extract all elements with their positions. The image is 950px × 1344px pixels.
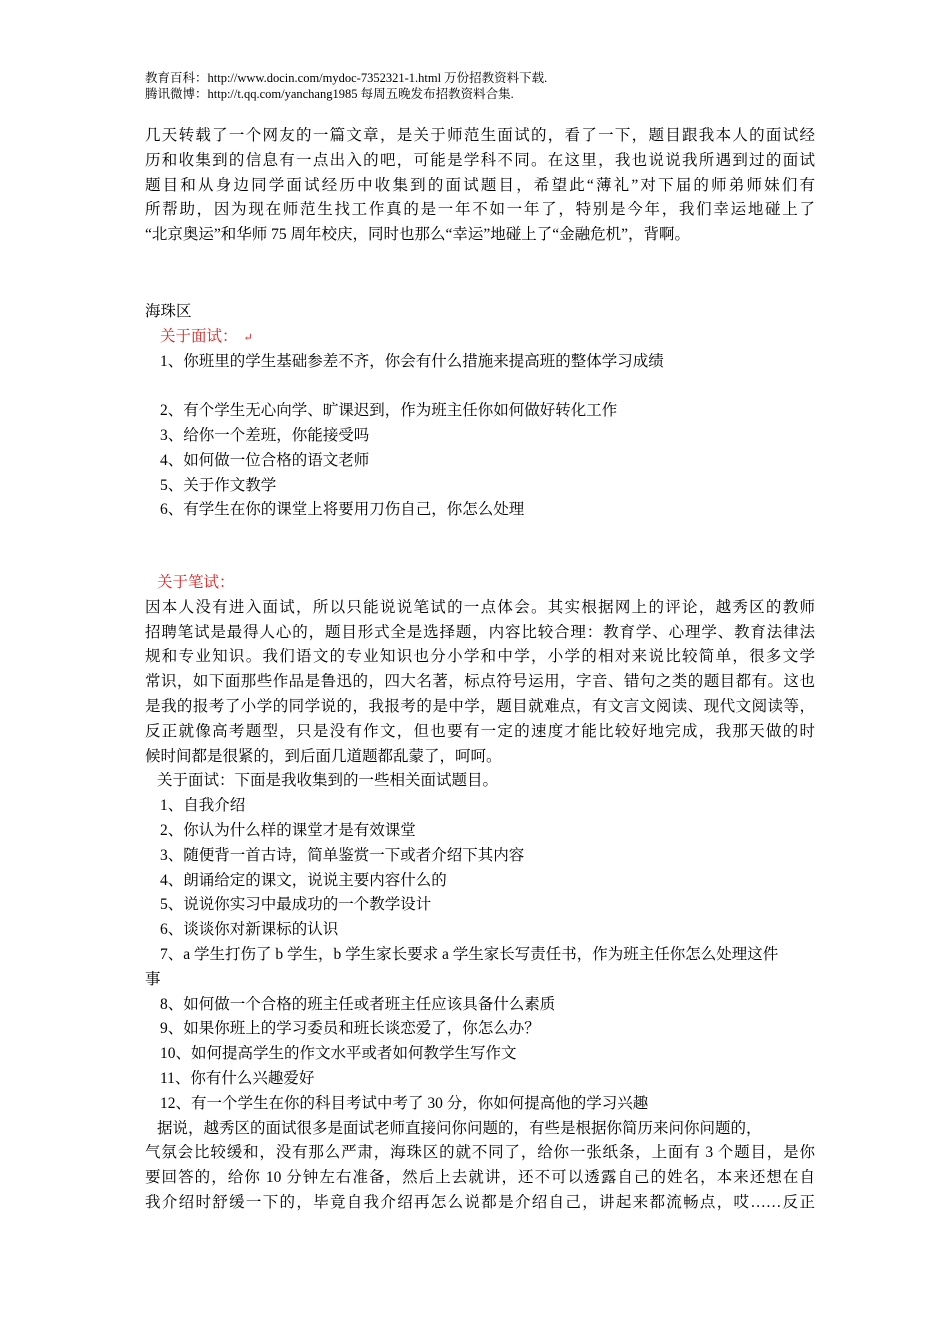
closing-line: 我介绍时舒缓一下的，毕竟自我介绍再怎么说都是介绍自己，讲起来都流畅点，哎……反正 [145, 1193, 815, 1211]
question-item: 5、关于作文教学 [160, 476, 277, 494]
question-item: 12、有一个学生在你的科目考试中考了 30 分，你如何提高他的学习兴趣 [160, 1094, 649, 1112]
question-item: 3、随便背一首古诗，简单鉴赏一下或者介绍下其内容 [160, 846, 525, 864]
intro-line: 所帮助，因为现在师范生找工作真的是一年不如一年了，特别是今年，我们幸运地碰上了 [145, 201, 815, 219]
question-item-continued: 事 [145, 970, 161, 988]
intro-line: 几天转载了一个网友的一篇文章，是关于师范生面试的，看了一下，题目跟我本人的面试经 [145, 127, 815, 144]
intro-line: 历和收集到的信息有一点出入的吧，可能是学科不同。在这里，我也说说我所遇到过的面试 [145, 151, 815, 169]
question-item: 7、a 学生打伤了 b 学生，b 学生家长要求 a 学生家长写责任书，作为班主任你怎么处理这件 [160, 945, 779, 963]
interview-heading-text: 关于面试： [160, 327, 238, 345]
question-item: 2、你认为什么样的课堂才是有效课堂 [160, 821, 416, 839]
intro-line: “北京奥运”和华师 75 周年校庆，同时也那么“幸运”地碰上了“金融危机”，背啊。 [145, 226, 691, 244]
paragraph-line: 规和专业知识。我们语文的专业知识也分小学和中学，小学的相对来说比较简单，很多文学 [145, 648, 815, 666]
interview-intro: 关于面试：下面是我收集到的一些相关面试题目。 [157, 772, 499, 790]
paragraph-line: 反正就像高考题型，只是没有作文，但也要有一定的速度才能比较好地完成，我那天做的时 [145, 722, 815, 740]
question-item: 6、有学生在你的课堂上将要用刀伤自己，你怎么处理 [160, 501, 525, 519]
question-item: 4、朗诵给定的课文，说说主要内容什么的 [160, 871, 447, 889]
intro-paragraph [145, 124, 815, 248]
question-item: 9、如果你班上的学习委员和班长谈恋爱了，你怎么办？ [160, 1020, 540, 1038]
header-line-docin: 教育百科：http://www.docin.com/mydoc-7352321-1.html 万份招教资料下载. [145, 71, 548, 85]
question-item: 11、你有什么兴趣爱好 [160, 1069, 315, 1087]
question-item: 1、你班里的学生基础参差不齐，你会有什么措施来提高班的整体学习成绩 [160, 352, 664, 370]
blank-line [145, 374, 815, 399]
question-item: 5、说说你实习中最成功的一个教学设计 [160, 896, 432, 914]
paragraph-line: 是我的报考了小学的同学说的，我报考的是中学，题目就难点，有文言文阅读、现代文阅读等， [145, 697, 815, 715]
closing-line: 气氛会比较缓和，没有那么严肃，海珠区的就不同了，给你一张纸条，上面有 3 个题目，是你 [145, 1144, 815, 1162]
question-item: 6、谈谈你对新课标的认识 [160, 921, 339, 939]
paragraph-mark-icon: ↵ [243, 331, 253, 344]
closing-line: 据说，越秀区的面试很多是面试老师直接问你问题的，有些是根据你简历来问你问题的， [157, 1119, 762, 1137]
interview-heading [145, 325, 815, 350]
question-item: 3、给你一个差班，你能接受吗 [160, 426, 370, 444]
paragraph-line: 招聘笔试是最得人心的，题目形式全是选择题，内容比较合理：教育学、心理学、教育法律法 [145, 623, 815, 641]
paragraph-line: 常识，如下面那些作品是鲁迅的，四大名著，标点符号运用，字音、错句之类的题目都有。这也 [145, 673, 815, 691]
written-test-heading: 关于笔试： [157, 574, 235, 591]
paragraph-line: 因本人没有进入面试，所以只能说说笔试的一点体会。其实根据网上的评论，越秀区的教师 [145, 598, 815, 616]
question-item: 4、如何做一位合格的语文老师 [160, 451, 370, 469]
question-item: 2、有个学生无心向学、旷课迟到，作为班主任你如何做好转化工作 [160, 402, 618, 420]
closing-line: 要回答的，给你 10 分钟左右准备，然后上去就讲，还不可以透露自己的姓名，本来还想在自 [145, 1169, 815, 1187]
question-item: 1、自我介绍 [160, 797, 246, 815]
written-test-section [145, 571, 815, 1216]
header-line-weibo: 腾讯微博：http://t.qq.com/yanchang1985 每周五晚发布招教资料合集. [145, 87, 514, 101]
question-item: 10、如何提高学生的作文水平或者如何教学生写作文 [160, 1045, 517, 1063]
paragraph-line: 候时间都是很紧的，到后面几道题都乱蒙了，呵呵。 [145, 747, 502, 765]
haizhu-section [145, 300, 815, 523]
intro-line: 题目和从身边同学面试经历中收集到的面试题目，希望此“薄礼”对下届的师弟师妹们有 [145, 176, 815, 194]
district-heading: 海珠区 [145, 303, 192, 320]
question-item: 8、如何做一个合格的班主任或者班主任应该具备什么素质 [160, 995, 556, 1013]
